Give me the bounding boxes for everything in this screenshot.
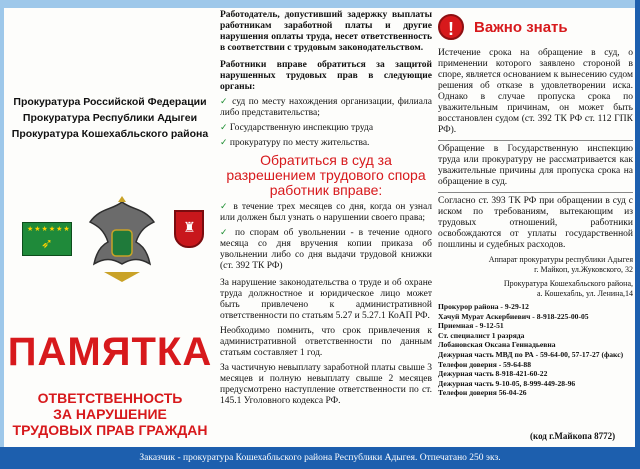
organization-list	[6, 94, 214, 142]
address-line: а. Кошехабль, ул. Ленина,14	[536, 288, 633, 298]
liability-text: За частичную невыплату заработной платы свыше 3 месяцев и полную невыплату свыше 2 месяцев предусмотрено наступление ответственности по ст. 145.1 Уголовного кодекса РФ.	[220, 363, 432, 406]
liability-text: За нарушение законодательства о труде и об охране труда должностное и юридическое лицо может быть привлечено к административной ответственности по статьям 5.27 и 5.27.1 КоАП РФ.	[220, 278, 432, 321]
phone-line: Дежурная часть 9-10-05, 8-999-449-28-96	[438, 378, 576, 388]
phone-line: Приемная - 9-12-51	[438, 321, 504, 331]
district-crest-icon: ♜	[174, 210, 204, 248]
subtitle-line: ЗА НАРУШЕНИЕ	[53, 406, 167, 422]
intro-text: Работодатель, допустивший задержку выплаты работникам заработной платы и другие нарушения оплаты труда, несет ответственность в соответствии с трудовым законодательством.	[220, 10, 432, 53]
emblems	[6, 192, 214, 292]
city-code: (код г.Майкопа 8772)	[530, 431, 616, 441]
important-title: Важно знать	[474, 18, 568, 36]
address-block	[438, 255, 633, 298]
list-item: ✓ по спорам об увольнении - в течение одного месяца со дня вручения копии приказа об увольнении либо со дня выдачи трудовой книжки (ст. 392 ТК РФ)	[220, 228, 433, 271]
important-paragraph: Обращение в Государственную инспекцию труда или прокуратуру не рассматривается как уважительные причины для пропуска срока на обращение в суд.	[438, 144, 633, 187]
list-item: ✓ суд по месту нахождения организации, филиала либо представительства;	[220, 97, 433, 118]
phone-list	[438, 302, 633, 398]
address-line: Аппарат прокуратуры республики Адыгея	[488, 255, 633, 264]
phone-line: Лобановская Оксана Геннадьевна	[438, 340, 556, 350]
footer-bar: Заказчик - прокуратура Кошехабльского района Республики Адыгея. Отпечатано 250 экз.	[0, 447, 640, 469]
court-terms-list	[220, 202, 432, 272]
check-icon: ✓	[220, 138, 228, 148]
phone-line: Телефон доверия 56-04-26	[438, 388, 527, 398]
org-name: Прокуратура Российской Федерации	[13, 96, 207, 108]
adygea-flag-icon: ★★★★★★ ➶	[22, 222, 72, 256]
page-title: ПАМЯТКА	[7, 330, 213, 374]
court-heading: Обратиться в суд за разрешением трудового спора работник вправе:	[226, 152, 426, 198]
list-item: ✓ прокуратуру по месту жительства.	[220, 138, 370, 148]
check-icon: ✓	[220, 97, 229, 107]
rights-intro: Работники вправе обратиться за защитой нарушенных трудовых прав в следующие органы:	[220, 60, 432, 92]
subtitle-line: ТРУДОВЫХ ПРАВ ГРАЖДАН	[12, 422, 208, 438]
important-header	[438, 10, 633, 44]
liability-text: Необходимо помнить, что срок привлечения к административной ответственности по данным статьям составляет 1 год.	[220, 326, 432, 358]
phone-line: Ст. специалист 1 разряда	[438, 330, 525, 340]
top-border	[0, 0, 640, 8]
important-paragraph: Согласно ст. 393 ТК РФ при обращении в суд с иском по требованиям, вытекающим из трудовых отношений, работники освобождаются от уплаты государственной пошлины и судебных расходов.	[438, 196, 633, 250]
right-border	[635, 0, 640, 469]
org-name: Прокуратура Республики Адыгеи	[22, 112, 198, 124]
page-subtitle	[6, 390, 214, 438]
exclamation-icon: !	[438, 14, 464, 40]
phone-line: Телефон доверия - 59-64-88	[438, 359, 531, 369]
phone-line: Прокурор района - 9-29-12	[438, 302, 529, 311]
cover-panel	[6, 12, 214, 444]
address-line: г. Майкоп, ул.Жуковского, 32	[534, 264, 633, 274]
bodies-list	[220, 97, 432, 149]
phone-line: Дежурная часть МВД по РА - 59-64-00, 57-17-27 (факс)	[438, 349, 624, 359]
check-icon: ✓	[220, 228, 231, 238]
divider	[438, 192, 633, 193]
phone-line: Дежурная часть 8-918-421-60-22	[438, 369, 548, 379]
list-item: ✓ Государственную инспекцию труда	[220, 123, 374, 133]
check-icon: ✓	[220, 202, 230, 212]
important-paragraph: Истечение срока на обращение в суд, о применении которого заявлено стороной в споре, является основанием к вынесению судом решения об отказе в удовлетворении иска. Однако в случае пропуска срока по уважительным причинам, он может быть восстановлен судом (ст. 392 ТК РФ ст. 112 ГПК РФ).	[438, 48, 633, 135]
list-item: ✓ в течение трех месяцев со дня, когда он узнал или должен был узнать о нарушении своего права;	[220, 202, 433, 223]
subtitle-line: ОТВЕТСТВЕННОСТЬ	[37, 390, 183, 406]
rights-panel	[220, 10, 432, 444]
important-panel	[438, 10, 633, 444]
phone-line: Хачуй Мурат Аскербиевич - 8-918-225-00-05	[438, 311, 589, 321]
prosecutor-emblem-icon	[82, 192, 162, 284]
org-name: Прокуратура Кошехабльского района	[11, 128, 209, 140]
check-icon: ✓	[220, 123, 228, 133]
address-line: Прокуратура Кошехабльского района,	[503, 279, 633, 288]
left-border	[0, 0, 4, 469]
divider	[438, 140, 633, 141]
